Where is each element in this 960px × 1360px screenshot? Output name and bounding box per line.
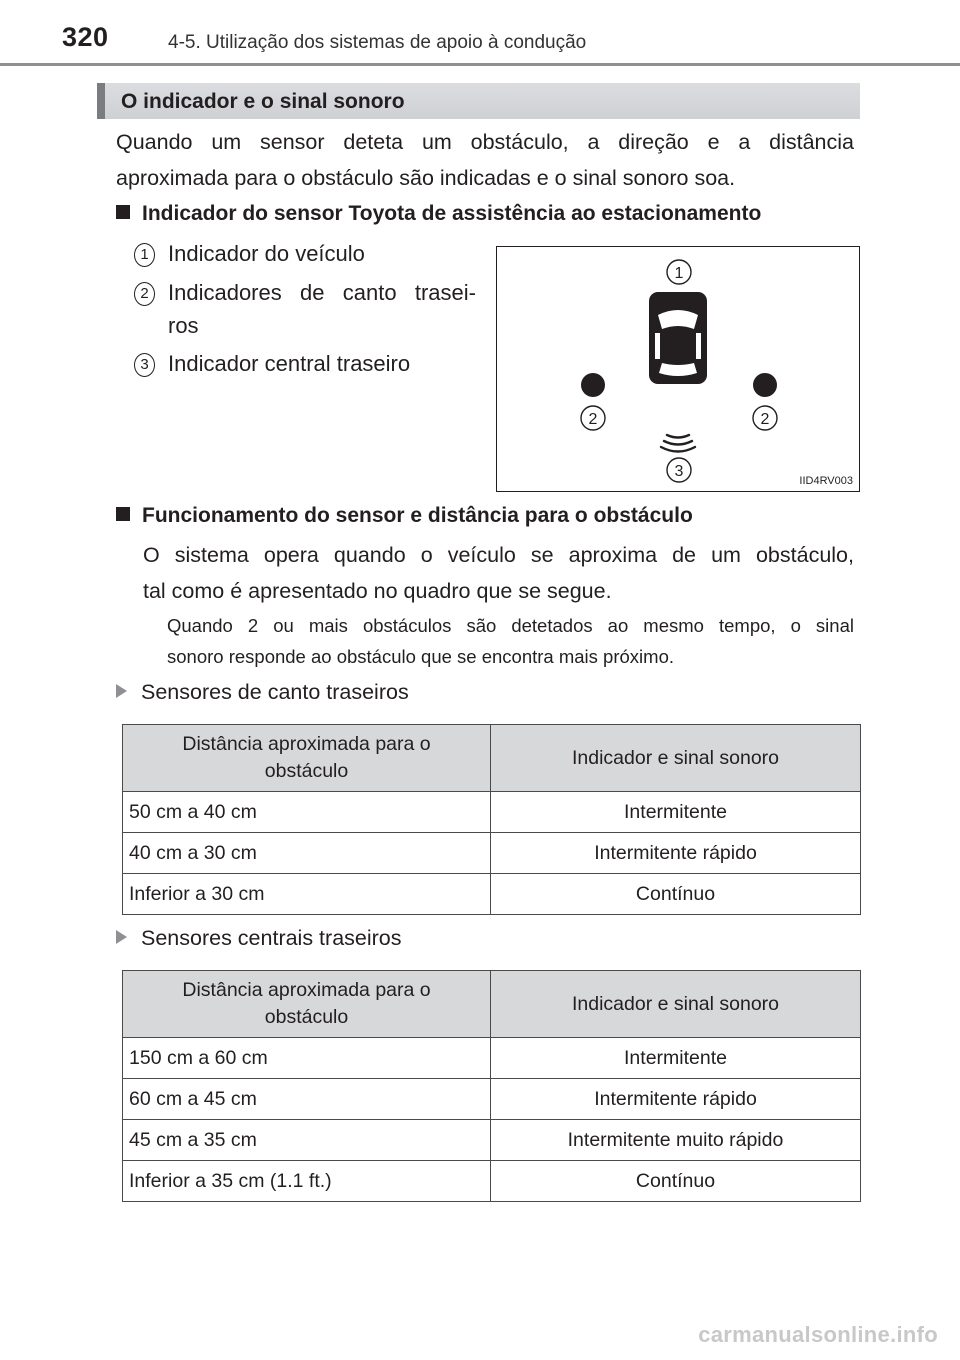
table-row (123, 833, 861, 874)
center-sensors-heading (116, 926, 402, 951)
center-sensors-table (122, 970, 861, 1202)
operation-line-1: O sistema opera quando o veículo se aproxima de um obstáculo, (143, 543, 854, 567)
note-line-1: Quando 2 ou mais obstáculos são detetados ao mesmo tempo, o sinal (167, 615, 854, 636)
section-title-bar (97, 83, 860, 119)
legend-number-1: 1 (134, 243, 155, 267)
callout-label-3: 3 (674, 463, 684, 480)
triangle-bullet-icon (116, 684, 127, 698)
legend-item-1: Indicador do veículo (168, 241, 365, 266)
table-header-row (123, 971, 861, 1038)
chapter-title: 4-5. Utilização dos sistemas de apoio à condução (168, 32, 587, 53)
note-line-2: sonoro responde ao obstáculo que se encontra mais próximo. (167, 646, 674, 667)
indicator-cell: Intermitente rápido (491, 1079, 861, 1120)
distance-cell: Inferior a 30 cm (123, 874, 491, 915)
watermark: carmanualsonline.info (698, 1322, 938, 1347)
header-distance-line-2: obstáculo (264, 760, 349, 782)
indicator-cell: Contínuo (491, 1161, 861, 1202)
table-row (123, 1038, 861, 1079)
legend-item-2: Indicadores de canto trasei- (168, 280, 476, 305)
corner-sensors-heading (116, 680, 409, 705)
distance-cell: 150 cm a 60 cm (123, 1038, 491, 1079)
distance-cell: 40 cm a 30 cm (123, 833, 491, 874)
header-distance (123, 971, 491, 1038)
table-header-row (123, 725, 861, 792)
callout-label-2-left: 2 (588, 411, 598, 428)
sensor-diagram (497, 247, 858, 490)
legend-number-2: 2 (134, 282, 155, 306)
header-distance-line-1: Distância aproximada para o (182, 979, 431, 1001)
legend-item-2-cont: ros (168, 313, 199, 338)
operation-paragraph (143, 537, 854, 609)
indicator-cell: Intermitente (491, 1038, 861, 1079)
header-distance-line-2: obstáculo (264, 1006, 349, 1028)
header-distance (123, 725, 491, 792)
center-indicator-waves-icon (661, 435, 695, 452)
note-paragraph (167, 610, 854, 672)
legend-number-3: 3 (134, 353, 155, 377)
corner-sensors-heading-text: Sensores de canto traseiros (141, 680, 409, 704)
center-sensors-heading-text: Sensores centrais traseiros (141, 926, 402, 950)
page-number: 320 (62, 22, 109, 52)
distance-cell: Inferior a 35 cm (1.1 ft.) (123, 1161, 491, 1202)
left-corner-indicator-icon (581, 373, 605, 397)
indicator-heading-text: Indicador do sensor Toyota de assistência ao estacionamento (142, 202, 762, 225)
distance-cell: 45 cm a 35 cm (123, 1120, 491, 1161)
indicator-heading (116, 202, 761, 226)
triangle-bullet-icon (116, 930, 127, 944)
legend-item-3: Indicador central traseiro (168, 351, 411, 376)
table-row (123, 792, 861, 833)
parking-sensor-figure (496, 246, 860, 492)
intro-line-1: Quando um sensor deteta um obstáculo, a direção e a distância (116, 130, 854, 154)
right-corner-indicator-icon (753, 373, 777, 397)
header-indicator: Indicador e sinal sonoro (491, 725, 861, 792)
square-bullet-icon (116, 507, 130, 521)
table-row (123, 1161, 861, 1202)
indicator-cell: Intermitente (491, 792, 861, 833)
operation-heading-text: Funcionamento do sensor e distância para o obstáculo (142, 504, 693, 527)
table-row (123, 1079, 861, 1120)
intro-paragraph (116, 124, 854, 196)
square-bullet-icon (116, 205, 130, 219)
section-title: O indicador e o sinal sonoro (121, 90, 405, 113)
indicator-cell: Contínuo (491, 874, 861, 915)
distance-cell: 50 cm a 40 cm (123, 792, 491, 833)
table-row (123, 1120, 861, 1161)
operation-line-2: tal como é apresentado no quadro que se segue. (143, 579, 612, 603)
operation-heading (116, 504, 693, 528)
figure-code: IID4RV003 (799, 475, 853, 487)
distance-cell: 60 cm a 45 cm (123, 1079, 491, 1120)
car-icon (649, 292, 707, 384)
header-indicator: Indicador e sinal sonoro (491, 971, 861, 1038)
header-divider (0, 63, 960, 66)
indicator-cell: Intermitente muito rápido (491, 1120, 861, 1161)
intro-line-2: aproximada para o obstáculo são indicadas e o sinal sonoro soa. (116, 166, 736, 190)
table-row (123, 874, 861, 915)
corner-sensors-table (122, 724, 861, 915)
callout-label-1: 1 (674, 265, 684, 282)
indicator-cell: Intermitente rápido (491, 833, 861, 874)
header-distance-line-1: Distância aproximada para o (182, 733, 431, 755)
callout-label-2-right: 2 (760, 411, 770, 428)
